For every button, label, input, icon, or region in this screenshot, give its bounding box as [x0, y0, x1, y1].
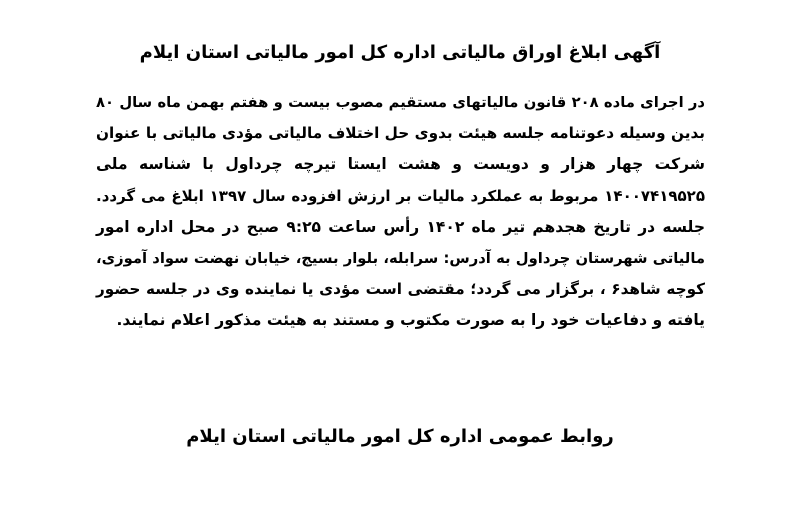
- notice-body-line-4: ۱۴۰۰۷۴۱۹۵۲۵ مربوط به عملکرد مالیات بر ارزش افزوده سال ۱۳۹۷ ابلاغ می گردد.: [96, 186, 705, 205]
- notice-body-line-1: در اجرای ماده ۲۰۸ قانون مالیاتهای مستقیم مصوب بیست و هفتم بهمن ماه سال ۸۰: [96, 94, 705, 111]
- notice-body-line-5: جلسه در تاریخ هجدهم تیر ماه ۱۴۰۲ رأس ساعت ۹:۲۵ صبح در محل اداره امور: [96, 217, 705, 236]
- notice-title: آگهی ابلاغ اوراق مالیاتی اداره کل امور مالیاتی استان ایلام: [139, 42, 661, 63]
- notice-signature: روابط عمومی اداره کل امور مالیاتی استان ایلام: [186, 426, 614, 447]
- notice-body-line-8: یافته و دفاعیات خود را به صورت مکتوب و مستند به هیئت مذکور اعلام نمایند.: [116, 311, 705, 330]
- notice-body-line-2: بدین وسیله دعوتنامه جلسه هیئت بدوی حل اختلاف مالیاتی مؤدی مالیاتی با عنوان: [96, 124, 705, 143]
- notice-body-line-6: مالیاتی شهرستان چرداول به آدرس: سرابله، بلوار بسیج، خیابان نهضت سواد آموزی،: [96, 250, 705, 268]
- notice-body: [96, 87, 705, 337]
- notice-body-line-7: کوچه شاهد۶ ، برگزار می گردد؛ مقتضی است مؤدی یا نماینده وی در جلسه حضور: [96, 280, 705, 299]
- notice-body-line-3: شرکت چهار هزار و دویست و هشت ایستا تیرچه چرداول با شناسه ملی: [96, 155, 705, 174]
